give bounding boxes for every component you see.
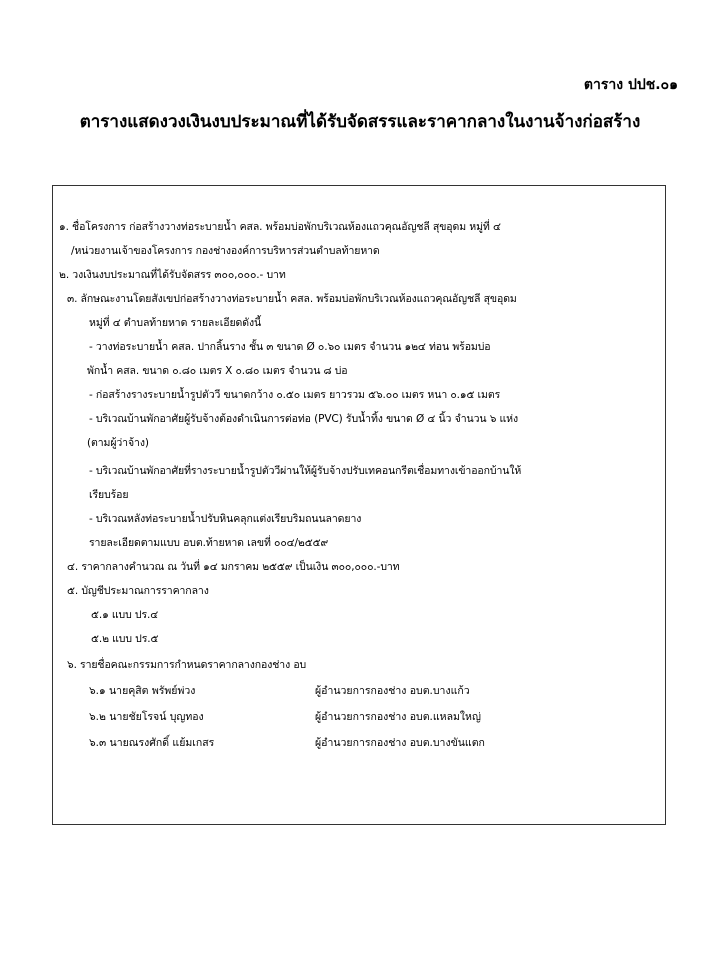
item-4: ๔. ราคากลางคำนวณ ณ วันที่ ๑๔ มกราคม ๒๕๕๙ เป็นเงิน ๓๐๐,๐๐๐.-บาท [67,561,400,573]
item-3-bullet-5: - บริเวณหลังท่อระบายน้ำปรับหินคลุกแต่งเรียบริมถนนลาดยาง [89,513,362,525]
committee-member-name: ๖.๒ นายชัยโรจน์ บุญทอง [89,711,204,723]
item-5: ๕. บัญชีประมาณการราคากลาง [67,585,209,597]
content-box [52,185,666,825]
item-3-reference: รายละเอียดตามแบบ อบต.ท้ายหาด เลขที่ ๐๐๔/๒๕๕๙ [89,537,329,549]
committee-member-name: ๖.๑ นายคุสิต พรัพย์พ่วง [89,685,196,697]
committee-member-position: ผู้อำนวยการกองช่าง อบต.แหลมใหญ่ [315,711,481,723]
item-3-bullet-1-line-2: พักน้ำ คสล. ขนาด ๐.๘๐ เมตร X ๐.๘๐ เมตร จำนวน ๘ บ่อ [87,365,348,377]
item-6: ๖. รายชื่อคณะกรรมการกำหนดราคากลางกองช่าง อบ [67,659,307,671]
item-3-line-1: ๓. ลักษณะงานโดยสังเขปก่อสร้างวางท่อระบายน้ำ คสล. พร้อมบ่อพักบริเวณห้องแถวคุณอัญชลี สุขอุดม [67,293,517,305]
item-1-line-1: ๑. ชื่อโครงการ ก่อสร้างวางท่อระบายน้ำ คสล. พร้อมบ่อพักบริเวณห้องแถวคุณอัญชลี สุขอุดม หมู่ที่ ๔ [59,221,501,233]
item-3-bullet-4-line-1: - บริเวณบ้านพักอาศัยที่รางระบายน้ำรูปตัววีผ่านให้ผู้รับจ้างปรับเทคอนกรีตเชื่อมทางเข้าออกบ้านให้ [89,465,522,477]
item-3-line-2: หมู่ที่ ๔ ตำบลท้ายหาด รายละเอียดดังนี้ [89,317,262,329]
item-5-2: ๕.๒ แบบ ปร.๕ [91,633,159,645]
item-3-bullet-2: - ก่อสร้างรางระบายน้ำรูปตัววี ขนาดกว้าง ๐.๕๐ เมตร ยาวรวม ๕๖.๐๐ เมตร หนา ๐.๑๕ เมตร [89,389,501,401]
form-code: ตาราง ปปช.๐๑ [583,77,678,93]
document-title: ตารางแสดงวงเงินงบประมาณที่ได้รับจัดสรรและราคากลางในงานจ้างก่อสร้าง [79,112,641,132]
item-3-bullet-3-line-2: (ตามผู้ว่าจ้าง) [87,437,149,449]
item-2: ๒. วงเงินงบประมาณที่ได้รับจัดสรร ๓๐๐,๐๐๐.- บาท [59,269,286,281]
item-3-bullet-1-line-1: - วางท่อระบายน้ำ คสล. ปากลิ้นราง ชั้น ๓ ขนาด Ø ๐.๖๐ เมตร จำนวน ๑๒๔ ท่อน พร้อมบ่อ [89,341,491,353]
item-3-bullet-3-line-1: - บริเวณบ้านพักอาศัยผู้รับจ้างต้องดำเนินการต่อท่อ (PVC) รับน้ำทิ้ง ขนาด Ø ๔ นิ้ว จำนวน ๖ แห่ง [89,413,519,425]
item-5-1: ๕.๑ แบบ ปร.๔ [91,609,159,621]
committee-member-position: ผู้อำนวยการกองช่าง อบต.บางแก้ว [315,685,470,697]
committee-member-position: ผู้อำนวยการกองช่าง อบต.บางขันแตก [315,737,485,749]
item-3-bullet-4-line-2: เรียบร้อย [89,489,129,501]
item-1-line-2: /หน่วยงานเจ้าของโครงการ กองช่างองค์การบริหารส่วนตำบลท้ายหาด [71,245,380,257]
committee-member-name: ๖.๓ นายณรงศักดิ์ แย้มเกสร [89,737,215,749]
